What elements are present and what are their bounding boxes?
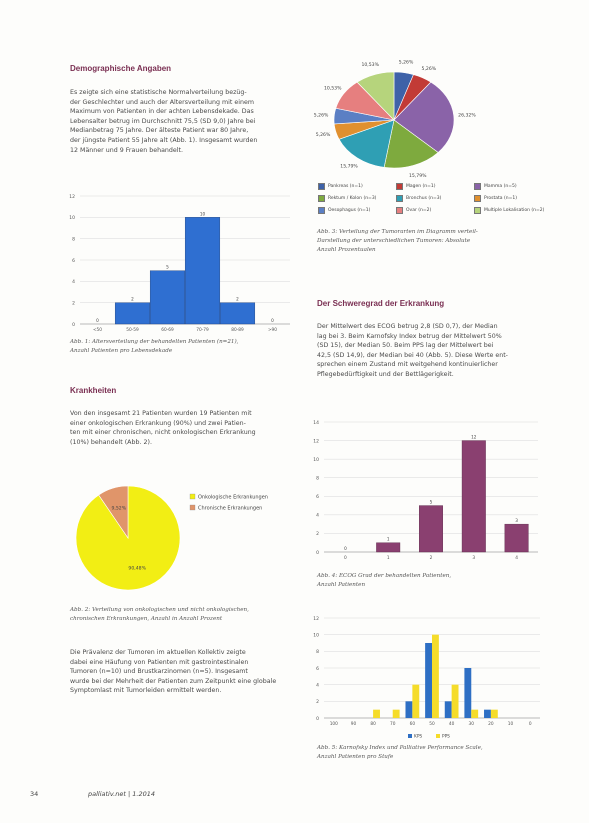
pie-data-label: 15,79% [340, 164, 358, 170]
legend-label: Oesophagus (n=1) [328, 208, 371, 213]
bar [405, 701, 412, 718]
x-tick-label: 20 [488, 722, 494, 727]
bar [419, 506, 443, 552]
legend-entry [396, 207, 431, 214]
legend-label: PPS [442, 734, 450, 740]
bar-data-label: 5 [429, 499, 433, 505]
x-tick-label: 0 [344, 556, 347, 561]
x-tick-label: 60-69 [161, 328, 174, 333]
figure-5-caption-line: Anzahl Patienten pro Stufe [317, 754, 394, 760]
demographics-line: Es zeigte sich eine statistische Normalverteilung bezüg- [70, 89, 247, 96]
severity-line: lag bei 3. Beim Karnofsky Index betrug der Mittelwert 50% [317, 332, 502, 340]
pie-data-label: 5,26% [421, 66, 437, 72]
y-tick-label: 6 [316, 666, 319, 672]
figure-5-kps-pps-chart [308, 610, 548, 740]
legend-label: Rektum / Kolon (n=3) [328, 196, 377, 201]
diseases-line: ten mit einer chronischen, nicht onkologischen Erkrankung [70, 429, 256, 437]
tumor-line: Symptomlast mit Tumorleiden ermittelt werden. [70, 687, 222, 695]
diseases-paragraph [70, 409, 300, 447]
pie-data-label: 26,32% [458, 113, 476, 119]
legend-swatch [408, 734, 412, 738]
x-tick-label: 30 [468, 722, 475, 727]
bar [150, 271, 185, 324]
legend-swatch [318, 183, 325, 190]
legend-swatch [318, 195, 325, 202]
tumor-line: Die Prävalenz der Tumoren im aktuellen Kollektiv zeigte [70, 649, 246, 656]
figure-1-caption-line: Abb. 1: Altersverteilung der behandelten Patienten (n=21), [70, 339, 239, 345]
x-tick-label: 90 [350, 722, 357, 727]
y-tick-label: 0 [72, 322, 75, 328]
severity-line: Pflegebedürftigkeit und der Bettlägerigkeit. [317, 370, 454, 378]
legend-label: Ovar (n=2) [406, 208, 432, 213]
bar-data-label: 0 [344, 546, 347, 551]
legend-label: Mamma (n=5) [484, 184, 517, 189]
legend-swatch [436, 734, 440, 738]
figure-2-caption-line: Abb. 2: Verteilung von onkologischen und nicht onkologischen, [70, 607, 249, 613]
x-tick-label: 60 [409, 722, 416, 727]
y-tick-label: 4 [316, 683, 319, 689]
y-tick-label: 6 [72, 258, 75, 264]
figure-1-caption-line: Anzahl Patienten pro Lebensdekade [70, 348, 173, 354]
legend-label: KPS [414, 734, 423, 740]
bar [471, 710, 478, 718]
diseases-line: Von den insgesamt 21 Patienten wurden 19 Patienten mit [70, 410, 252, 417]
bar [393, 710, 400, 718]
figure-1-caption [70, 338, 300, 356]
legend-entry [318, 195, 376, 202]
legend-label: Chronische Erkrankungen [198, 505, 263, 512]
bar [115, 303, 150, 324]
y-tick-label: 10 [313, 457, 319, 463]
figure-3-caption [317, 228, 547, 255]
legend-entry [318, 183, 363, 190]
legend-swatch [190, 494, 195, 499]
legend-entry [396, 195, 441, 202]
legend-label: Magen (n=1) [406, 184, 436, 189]
pie-data-label: 10,53% [361, 63, 379, 69]
y-tick-label: 12 [313, 616, 319, 622]
x-tick-label: 4 [515, 556, 518, 561]
figure-2-pie-chart [70, 478, 310, 598]
bar [452, 685, 459, 718]
diseases-line: (10%) behandelt (Abb. 2). [70, 438, 152, 446]
legend-entry [474, 207, 544, 214]
legend-label: Bronchus (n=3) [406, 196, 442, 201]
x-tick-label: 80-89 [231, 328, 244, 333]
legend-label: Multiple Lokalisation (n=2) [484, 208, 545, 213]
bar [220, 303, 255, 324]
legend-swatch [474, 195, 481, 202]
pie-data-label: 10,53% [323, 86, 342, 92]
x-tick-label: 3 [472, 556, 476, 561]
bar [412, 685, 419, 718]
figure-3-caption-line: Anzahl Prozentualen [317, 247, 376, 253]
bar-data-label: 10 [199, 211, 206, 217]
severity-line: Der Mittelwert des ECOG betrug 2,8 (SD 0,7), der Median [317, 323, 498, 330]
x-tick-label: 2 [429, 556, 433, 561]
figure-5-caption-line: Abb. 5: Karnofsky Index und Palliative Performance Scale, [317, 745, 483, 751]
y-tick-label: 10 [69, 216, 75, 222]
x-tick-label: <50 [92, 328, 103, 333]
figure-2-caption-line: chronischen Erkrankungen, Anzahl in Anzahl Prozent [70, 616, 223, 622]
y-tick-label: 2 [72, 301, 75, 307]
legend-label: Prostata (n=1) [484, 196, 517, 201]
heading-severity: Der Schweregrad der Erkrankung [317, 299, 445, 308]
pie-data-label: 90,48% [128, 566, 146, 572]
bar [425, 643, 432, 718]
x-tick-label: 10 [507, 722, 514, 727]
bar-data-label: 5 [166, 264, 169, 270]
legend-entry [474, 195, 517, 202]
y-tick-label: 2 [316, 700, 319, 706]
y-tick-label: 8 [72, 237, 75, 243]
tumor-line: wurde bei der Mehrheit der Patienten zum Zeitpunkt eine globale [70, 677, 277, 685]
figure-5-caption [317, 744, 547, 762]
legend-swatch [318, 207, 325, 214]
legend-swatch [474, 183, 481, 190]
legend-label: Onkologische Erkrankungen [198, 494, 268, 501]
tumor-line: Tumoren (n=10) und Brustkarzinomen (n=5). Insgesamt [70, 668, 248, 676]
pie-data-label: 5,26% [398, 60, 414, 66]
figure-3-pie-chart [314, 60, 546, 180]
legend-swatch [396, 183, 403, 190]
bar-data-label: 12 [471, 434, 477, 440]
bar [464, 668, 471, 718]
legend-entry [396, 183, 436, 190]
legend-swatch [190, 505, 195, 510]
x-tick-label: 70 [389, 722, 396, 727]
diseases-line: einer onkologischen Erkrankung (90%) und zwei Patien- [70, 419, 246, 427]
severity-paragraph [317, 322, 549, 380]
x-tick-label: 40 [448, 722, 455, 727]
x-tick-label: 100 [329, 722, 338, 727]
figure-4-caption-line: Abb. 4: ECOG Grad der behandelten Patienten, [317, 573, 452, 579]
bar [373, 710, 380, 718]
bar [462, 441, 486, 552]
demographics-line: Maximum von Patienten in der achten Lebensdekade. Das [70, 108, 254, 116]
bar-data-label: 2 [236, 296, 239, 302]
y-tick-label: 6 [316, 495, 319, 501]
y-tick-label: 12 [69, 194, 75, 200]
x-tick-label: >90 [267, 328, 278, 333]
y-tick-label: 4 [316, 513, 319, 519]
x-tick-label: 50-59 [126, 328, 139, 333]
legend-label: Pankreas (n=1) [328, 184, 363, 189]
severity-line: 42,5 (SD 14,9), der Median bei 40 (Abb. 5). Diese Werte ent- [317, 351, 508, 359]
pie-data-label: 9,52% [111, 506, 127, 512]
page-number: 34 [30, 790, 39, 798]
journal-footer: palliativ.net | 1.2014 [88, 790, 155, 798]
demographics-line: 12 Männer und 9 Frauen behandelt. [70, 146, 184, 154]
bar [445, 701, 452, 718]
figure-3-caption-line: Darstellung der unterschiedlichen Tumoren: Absolute [317, 238, 471, 244]
y-tick-label: 10 [313, 633, 319, 639]
demographics-line: der jüngste Patient 55 Jahre alt (Abb. 1). Insgesamt wurden [70, 136, 258, 144]
y-tick-label: 4 [72, 280, 75, 286]
bar [505, 524, 529, 552]
legend-swatch [396, 195, 403, 202]
y-tick-label: 0 [316, 550, 319, 556]
y-tick-label: 14 [313, 420, 319, 426]
pie-data-label: 5,26% [315, 132, 331, 138]
figure-3-caption-line: Abb. 3: Verteilung der Tumorarten im Diagramm verteil- [317, 229, 478, 235]
figure-2-caption [70, 606, 305, 624]
figure-1-age-chart [64, 188, 304, 338]
bar [432, 635, 439, 718]
y-tick-label: 0 [316, 716, 319, 722]
severity-line: (SD 15), der Median 50. Beim PPS lag der Mittelwert bei [317, 342, 494, 350]
x-tick-label: 50 [429, 722, 435, 727]
y-tick-label: 8 [316, 476, 319, 482]
x-tick-label: 1 [386, 556, 390, 561]
bar [376, 543, 400, 552]
x-tick-label: 80 [370, 722, 376, 727]
bar [185, 217, 220, 324]
legend-entry [318, 207, 370, 214]
demographics-line: Lebensalter betrug im Durchschnitt 75,5 (SD 9,0) Jahre bei [70, 117, 256, 125]
heading-diseases: Krankheiten [70, 386, 117, 395]
bar-data-label: 3 [515, 518, 518, 524]
x-tick-label: 70-79 [196, 328, 209, 333]
legend-swatch [474, 207, 481, 214]
y-tick-label: 8 [316, 650, 319, 656]
bar-data-label: 1 [386, 536, 390, 542]
demographics-paragraph [70, 88, 300, 155]
bar-data-label: 0 [271, 318, 274, 323]
figure-3-legend [318, 183, 546, 219]
figure-4-caption [317, 572, 547, 590]
bar [491, 710, 498, 718]
figure-4-ecog-chart [308, 414, 548, 564]
y-tick-label: 12 [313, 439, 319, 445]
bar [484, 710, 491, 718]
demographics-line: der Geschlechter und auch der Altersverteilung mit einem [70, 98, 254, 106]
bar-data-label: 2 [131, 296, 134, 302]
bar-data-label: 0 [96, 318, 99, 323]
pie-data-label: 5,26% [314, 113, 329, 119]
tumor-paragraph [70, 648, 300, 696]
demographics-line: Medianbetrag 75 Jahre. Der älteste Patient war 80 Jahre, [70, 127, 249, 135]
legend-entry [474, 183, 517, 190]
heading-demographics: Demographische Angaben [70, 64, 172, 73]
x-tick-label: 0 [528, 722, 532, 727]
tumor-line: dabei eine Häufung von Patienten mit gastrointestinalen [70, 658, 249, 666]
figure-4-caption-line: Anzahl Patienten [317, 582, 366, 588]
pie-data-label: 15,79% [409, 173, 427, 179]
y-tick-label: 2 [316, 532, 319, 538]
legend-swatch [396, 207, 403, 214]
severity-line: sprechen einem Zustand mit weitgehend kontinuierlicher [317, 361, 498, 369]
